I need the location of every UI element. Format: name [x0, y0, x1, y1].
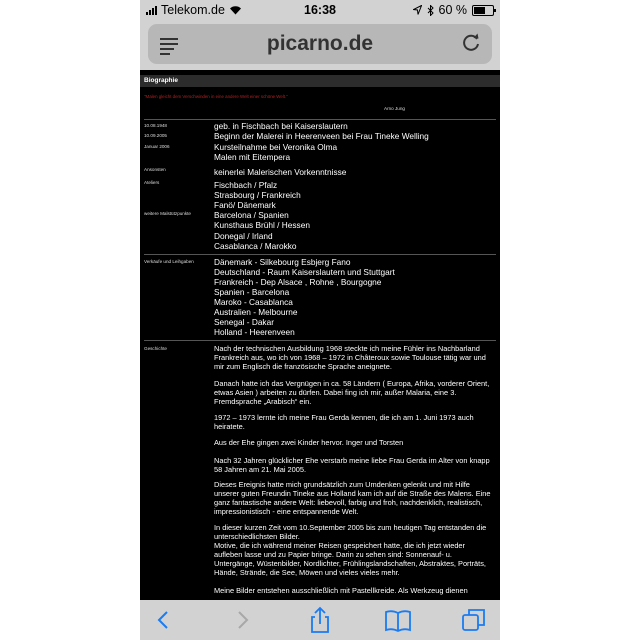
row-label: Ansonsten — [144, 167, 166, 172]
web-page — [140, 70, 500, 600]
row-value: Beginn der Malerei in Heerenveen bei Frau Tineke Welling — [214, 131, 429, 141]
browser-toolbar — [140, 600, 500, 640]
quote-author: Arno Jung — [384, 106, 405, 111]
history-paragraph: In dieser kurzen Zeit vom 10.September 2005 bis zum heutigen Tag entstanden die unterschiedlichsten Bilder. Motive, die ich während meiner Reisen gespeichert hatte, die ich jetzt wieder aufleben lasse und zu Papier bringe. Darin zu sehen sind: Sonnenauf- u. Untergänge, Wüstenbilder, Nordlichter, Frühlingslandschaften, Abstraktes, Porträts, Hände, Strände, die See, Möwen und vieles vieles mehr. — [214, 523, 487, 578]
divider — [144, 119, 496, 120]
address-bar[interactable] — [148, 24, 492, 64]
loan-item: Frankreich - Dep Alsace , Rohne , Bourgogne — [214, 277, 382, 287]
loan-item: Holland - Heerenveen — [214, 327, 295, 337]
loan-item: Senegal - Dakar — [214, 317, 274, 327]
page-quote: "Malen gleicht dem Verschwinden in eine andere Welt einer schöne Welt." — [144, 94, 288, 99]
row-label: Januar 2006 — [144, 144, 170, 149]
status-bar — [140, 0, 500, 20]
history-paragraph: Nach der technischen Ausbildung 1968 steckte ich meine Fühler ins Nachbarland Frankreich aus, wo ich von 1968 – 1972 in Châteroux sowie Toulouse tätig war und mir zum Englisch die französische Sprache aneignete. — [214, 344, 486, 372]
status-time: 16:38 — [304, 3, 336, 17]
row-label: Ateliers — [144, 180, 160, 185]
loan-item: Maroko - Casablanca — [214, 297, 293, 307]
carrier-name: Telekom.de — [161, 3, 225, 17]
history-paragraph: 1972 – 1973 lernte ich meine Frau Gerda kennen, die ich am 1. Juni 1973 auch heiratete. — [214, 413, 474, 432]
history-paragraph: Nach 32 Jahren glücklicher Ehe verstarb meine liebe Frau Gerda im Alter von knapp 58 Jahren am 21. Mai 2005. — [214, 456, 490, 475]
row-value: Barcelona / Spanien — [214, 210, 289, 220]
back-icon[interactable] — [150, 606, 178, 634]
history-paragraph: Dieses Ereignis hatte mich grundsätzlich zum Umdenken gelenkt und mit Hilfe unserer guten Freundin Tineke aus Holland kam ich auf die Straße des Malens. Eine ganz fantastische andere Welt: liebevoll, farbig und froh, nachdenklich, realistisch, impressionistisch - eine entspannende Welt. — [214, 480, 491, 517]
row-value: Fanö/ Dänemark — [214, 200, 276, 210]
browser-address-area — [140, 20, 500, 70]
tabs-icon[interactable] — [460, 606, 488, 634]
row-value: Kunsthaus Brühl / Hessen — [214, 220, 310, 230]
location-icon — [413, 5, 422, 15]
forward-icon[interactable] — [228, 606, 256, 634]
bookmarks-icon[interactable] — [384, 606, 412, 634]
history-label: Geschichte — [144, 346, 167, 351]
loan-item: Dänemark - Silkebourg Esbjerg Fano — [214, 257, 351, 267]
row-value: Kursteilnahme bei Veronika Olma — [214, 142, 338, 152]
row-value: keinerlei Malerischen Vorkenntnisse — [214, 167, 347, 177]
row-label: 10.09.2005 — [144, 133, 167, 138]
row-value: Malen mit Eitempera — [214, 152, 291, 162]
loan-item: Deutschland - Raum Kaiserslautern und Stuttgart — [214, 267, 395, 277]
loans-label: Verkäufe und Leihgaben — [144, 259, 194, 264]
row-value: geb. in Fischbach bei Kaiserslautern — [214, 121, 348, 131]
battery-icon — [472, 5, 494, 16]
page-header: Biographie — [140, 75, 500, 87]
row-value: Strasbourg / Frankreich — [214, 190, 301, 200]
loan-item: Spanien - Barcelona — [214, 287, 290, 297]
phone-screen — [140, 0, 500, 640]
row-value: Fischbach / Pfalz — [214, 180, 278, 190]
row-label: 10.08.1948 — [144, 123, 167, 128]
bluetooth-icon — [427, 5, 434, 16]
row-value: Donegal / Irland — [214, 231, 273, 241]
url-domain[interactable]: picarno.de — [266, 32, 374, 55]
reload-icon[interactable] — [460, 32, 482, 54]
history-paragraph: Aus der Ehe gingen zwei Kinder hervor. Inger und Torsten — [214, 438, 404, 447]
loan-item: Australien - Melbourne — [214, 307, 298, 317]
share-icon[interactable] — [306, 606, 334, 634]
battery-percent: 60 % — [438, 3, 467, 17]
row-value: Casablanca / Marokko — [214, 241, 297, 251]
divider — [144, 254, 496, 255]
history-paragraph: Meine Bilder entstehen ausschließlich mit Pastellkreide. Als Werkzeug dienen — [214, 586, 468, 595]
history-paragraph: Danach hatte ich das Vergnügen in ca. 58 Ländern ( Europa, Afrika, vorderer Orient, etwas Asien ) arbeiten zu dürfen. Dabei fing ich mir, außer Malaria, eine 3. Fremdsprache „Arabisch“ ein. — [214, 379, 490, 407]
row-label: weitere Malstützpunkte — [144, 211, 191, 216]
divider — [144, 340, 496, 341]
